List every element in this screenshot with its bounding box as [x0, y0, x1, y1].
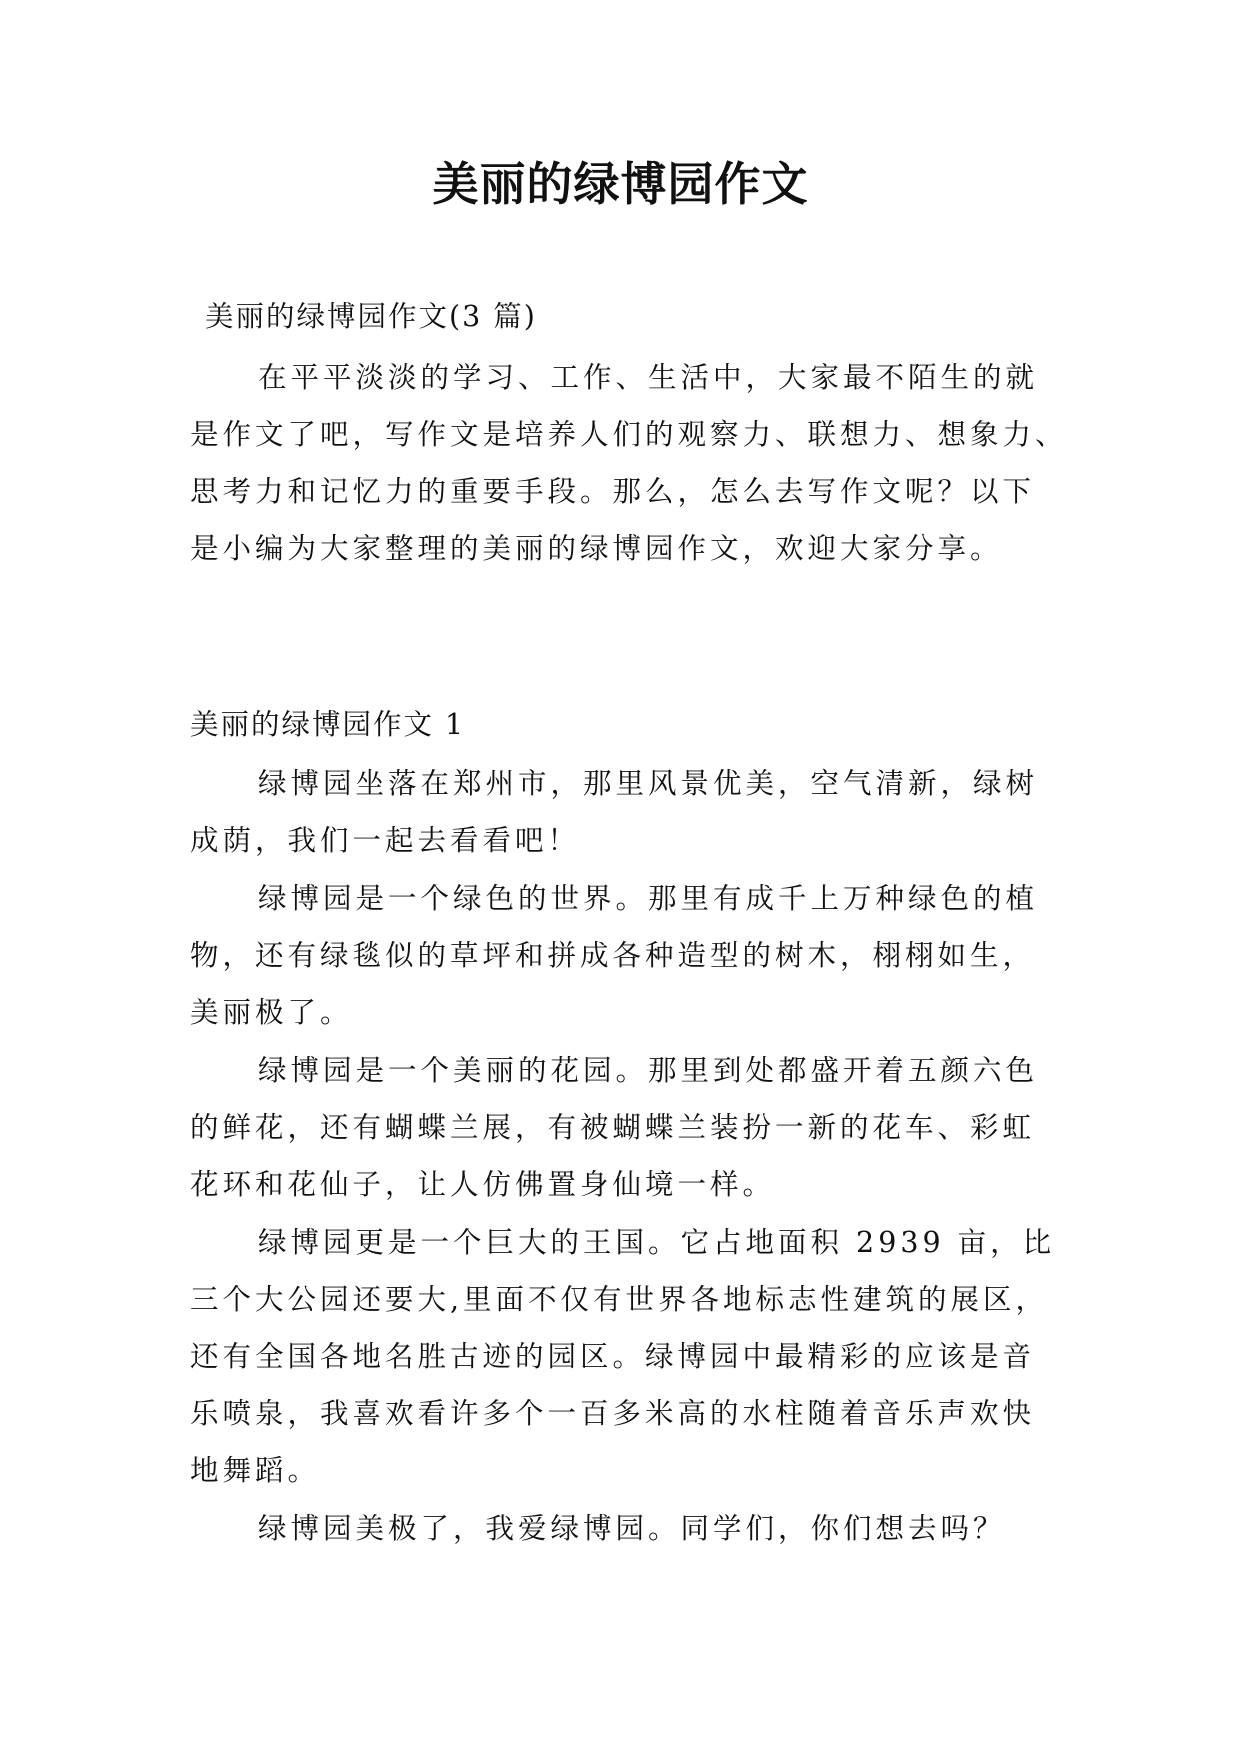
section-heading: 美丽的绿博园作文 1: [190, 708, 466, 741]
paragraph-line: 绿博园是一个绿色的世界。那里有成千上万种绿色的植: [258, 882, 1039, 915]
paragraph-line: 物，还有绿毯似的草坪和拼成各种造型的树木，栩栩如生，: [190, 939, 1036, 972]
document-title: 美丽的绿博园作文: [432, 157, 809, 211]
paragraph-line: 还有全国各地名胜古迹的园区。绿博园中最精彩的应该是音: [190, 1340, 1036, 1373]
intro-line: 是小编为大家整理的美丽的绿博园作文，欢迎大家分享。: [190, 532, 1003, 565]
document-subtitle: 美丽的绿博园作文(3 篇): [205, 300, 537, 333]
paragraph-line: 绿博园是一个美丽的花园。那里到处都盛开着五颜六色: [258, 1054, 1039, 1087]
paragraph-line: 乐喷泉，我喜欢看许多个一百多米高的水柱随着音乐声欢快: [190, 1397, 1036, 1430]
intro-line: 在平平淡淡的学习、工作、生活中，大家最不陌生的就: [258, 361, 1039, 394]
paragraph-line: 的鲜花，还有蝴蝶兰展，有被蝴蝶兰装扮一新的花车、彩虹: [190, 1111, 1036, 1144]
paragraph-line: 三个大公园还要大,里面不仅有世界各地标志性建筑的展区，: [190, 1283, 1049, 1316]
paragraph-line: 绿博园美极了，我爱绿博园。同学们，你们想去吗？: [258, 1512, 1006, 1545]
intro-line: 是作文了吧，写作文是培养人们的观察力、联想力、想象力、: [190, 418, 1068, 451]
paragraph-line: 绿博园坐落在郑州市，那里风景优美，空气清新，绿树: [258, 767, 1039, 800]
paragraph-line: 花环和花仙子，让人仿佛置身仙境一样。: [190, 1168, 776, 1201]
paragraph-line: 地舞蹈。: [190, 1454, 321, 1487]
paragraph-line: 绿博园更是一个巨大的王国。它占地面积 2939 亩，比: [258, 1226, 1056, 1259]
paragraph-line: 成荫，我们一起去看看吧！: [190, 824, 581, 857]
paragraph-line: 美丽极了。: [190, 996, 353, 1029]
intro-line: 思考力和记忆力的重要手段。那么，怎么去写作文呢？以下: [190, 475, 1036, 508]
